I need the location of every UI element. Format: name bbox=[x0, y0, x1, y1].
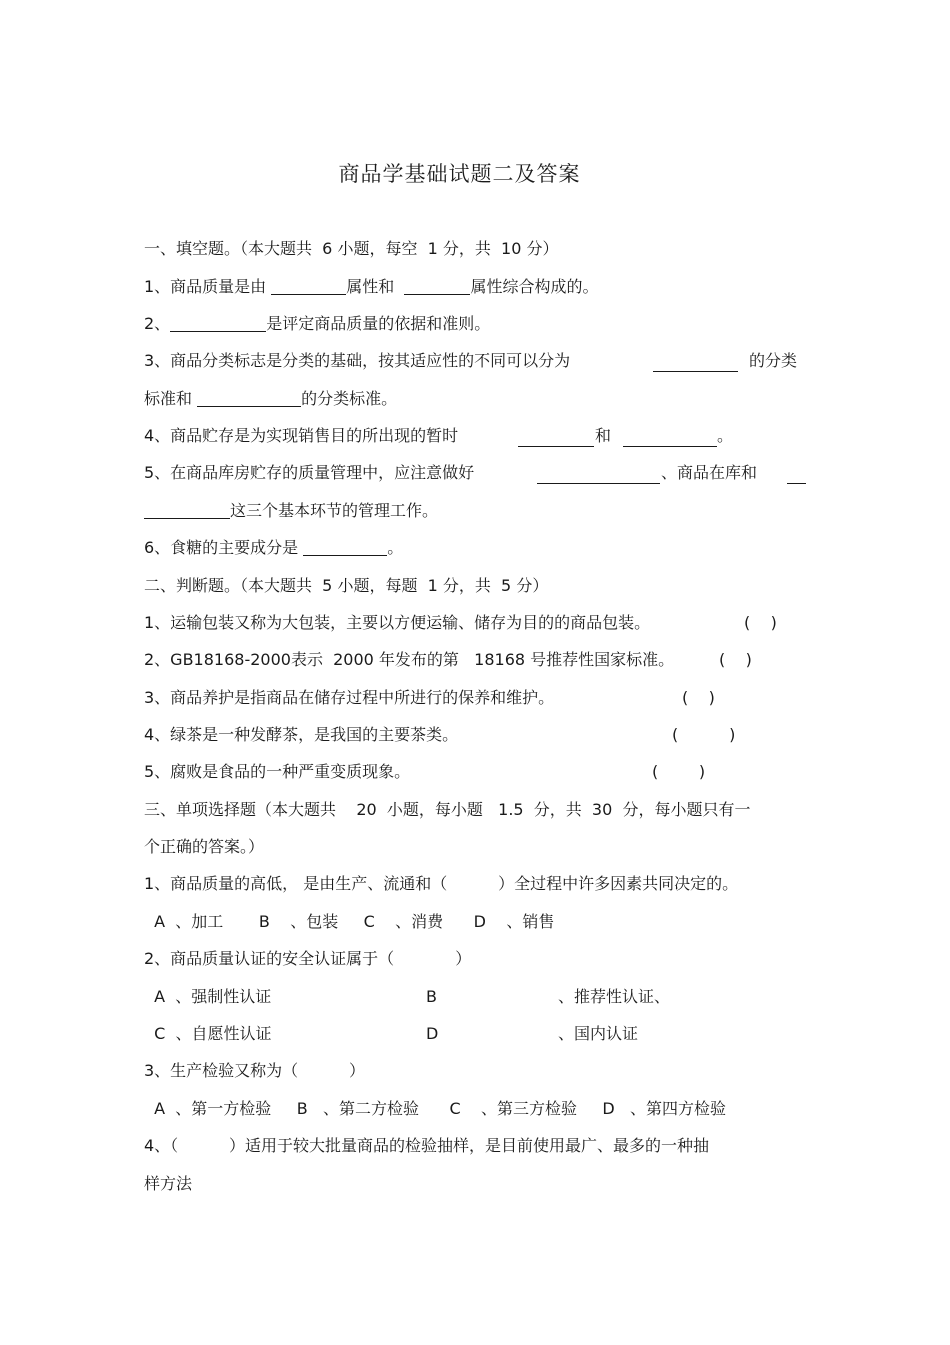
question-1-1 bbox=[144, 276, 598, 298]
option-d-letter: D bbox=[426, 1024, 439, 1043]
answer-blank bbox=[518, 430, 594, 447]
option-b-text: 、推荐性认证、 bbox=[558, 987, 671, 1006]
question-1-3-line1 bbox=[144, 350, 570, 372]
question-3-1: 1、商品质量的高低， 是由生产、流通和（ ）全过程中许多因素共同决定的。 bbox=[144, 874, 739, 893]
section-3-header-line2: 个正确的答案。） bbox=[144, 837, 265, 856]
text: 6、食糖的主要成分是 bbox=[144, 538, 304, 557]
section-2-header: 二、判断题。（本大题共 5 小题，每题 1 分，共 5 分） bbox=[144, 576, 549, 595]
answer-blank bbox=[653, 355, 738, 372]
question-3-2: 2、商品质量认证的安全认证属于（ ） bbox=[144, 949, 472, 968]
answer-paren: ( ) bbox=[744, 613, 777, 632]
answer-blank bbox=[623, 430, 717, 447]
question-2-3: 3、商品养护是指商品在储存过程中所进行的保养和维护。 bbox=[144, 688, 555, 707]
question-2-5: 5、腐败是食品的一种严重变质现象。 bbox=[144, 762, 411, 781]
option-c: C 、自愿性认证 bbox=[144, 1024, 272, 1043]
question-2-1: 1、运输包装又称为大包装，主要以方便运输、储存为目的的商品包装。 bbox=[144, 613, 651, 632]
text: 。 bbox=[717, 426, 734, 445]
text: 2、 bbox=[144, 314, 171, 333]
answer-paren: ( ) bbox=[719, 650, 752, 669]
question-3-3-options: A 、第一方检验 B 、第二方检验 C 、第三方检验 D 、第四方检验 bbox=[144, 1099, 726, 1118]
text: 属性和 bbox=[346, 277, 405, 296]
text: 3、商品分类标志是分类的基础，按其适应性的不同可以分为 bbox=[144, 351, 571, 370]
question-1-4 bbox=[144, 425, 458, 447]
question-1-2 bbox=[144, 313, 490, 335]
answer-blank bbox=[787, 467, 806, 484]
answer-blank bbox=[537, 467, 660, 484]
text: 标准和 bbox=[144, 389, 198, 408]
answer-blank bbox=[170, 315, 266, 332]
text: 4、商品贮存是为实现销售目的所出现的暂时 bbox=[144, 426, 459, 445]
question-3-4-line1: 4、（ ）适用于较大批量商品的检验抽样，是目前使用最广、最多的一种抽 bbox=[144, 1136, 710, 1155]
question-2-4: 4、绿茶是一种发酵茶，是我国的主要茶类。 bbox=[144, 725, 459, 744]
question-3-4-line2: 样方法 bbox=[144, 1174, 193, 1193]
answer-blank bbox=[197, 390, 301, 407]
text: 、商品在库和 bbox=[661, 463, 758, 482]
answer-blank bbox=[144, 502, 230, 519]
question-2-2: 2、GB18168-2000表示 2000 年发布的第 18168 号推荐性国家标准。 bbox=[144, 650, 675, 669]
question-1-5-line2 bbox=[144, 500, 438, 522]
question-1-6 bbox=[144, 537, 403, 559]
answer-blank bbox=[271, 278, 346, 295]
question-3-1-options: A 、加工 B 、包装 C 、消费 D 、销售 bbox=[144, 912, 555, 931]
question-1-3-line2 bbox=[144, 388, 397, 410]
option-a: A 、强制性认证 bbox=[144, 987, 272, 1006]
question-3-3: 3、生产检验又称为（ ） bbox=[144, 1061, 366, 1080]
text: 和 bbox=[595, 426, 612, 445]
text: 5、在商品库房贮存的质量管理中，应注意做好 bbox=[144, 463, 475, 482]
option-d-text: 、国内认证 bbox=[558, 1024, 639, 1043]
answer-paren: ( ) bbox=[652, 762, 706, 781]
option-b-letter: B bbox=[426, 987, 437, 1006]
text: 1、商品质量是由 bbox=[144, 277, 272, 296]
page-title: 商品学基础试题二及答案 bbox=[338, 162, 581, 186]
answer-blank bbox=[303, 539, 387, 556]
text: 是评定商品质量的依据和准则。 bbox=[266, 314, 491, 333]
section-3-header-line1: 三、单项选择题（本大题共 20 小题，每小题 1.5 分，共 30 分，每小题只有一 bbox=[144, 800, 751, 819]
text: 属性综合构成的。 bbox=[470, 277, 599, 296]
answer-blank bbox=[404, 278, 470, 295]
text: 的分类标准。 bbox=[301, 389, 398, 408]
text: 。 bbox=[387, 538, 404, 557]
text: 的分类 bbox=[749, 351, 798, 370]
question-1-5-line1 bbox=[144, 462, 474, 484]
answer-paren: ( ) bbox=[672, 725, 736, 744]
answer-paren: ( ) bbox=[682, 688, 715, 707]
section-1-header: 一、填空题。（本大题共 6 小题，每空 1 分，共 10 分） bbox=[144, 239, 559, 258]
text: 这三个基本环节的管理工作。 bbox=[230, 501, 439, 520]
